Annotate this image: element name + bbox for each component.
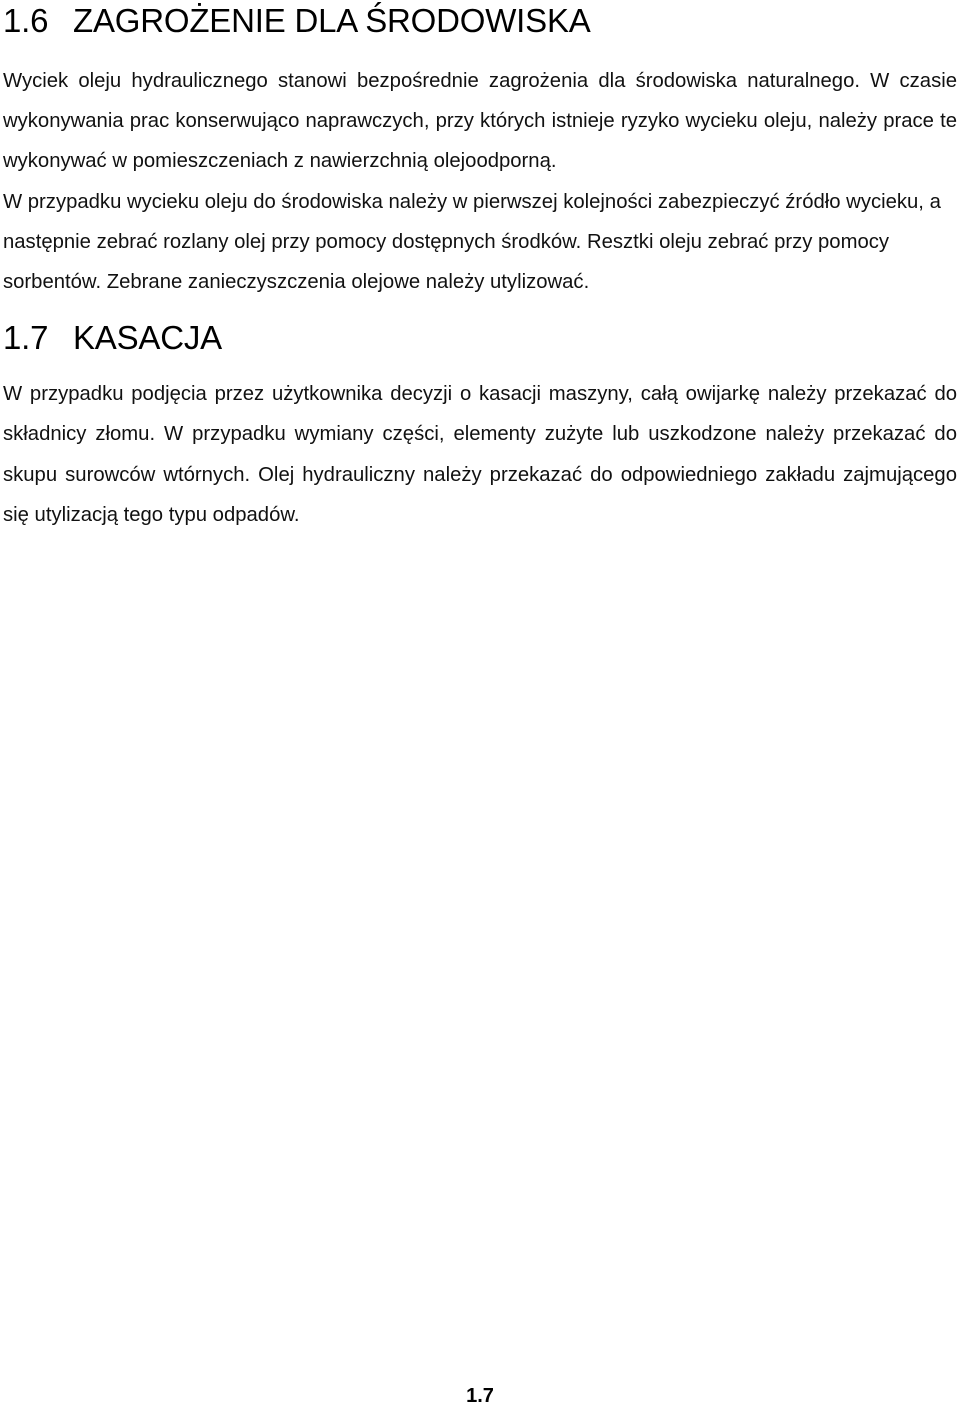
page-number: 1.7 [466,1385,494,1407]
section-title: ZAGROŻENIE DLA ŚRODOWISKA [73,2,591,39]
section-heading [3,318,957,358]
document-page [3,0,957,535]
section-disposal [3,318,957,535]
section-title: KASACJA [73,319,222,357]
paragraph: W przypadku wycieku oleju do środowiska należy w pierwszej kolejności zabezpieczyć źródło wycieku, a następnie zebrać rozlany olej przy pomocy dostępnych środków. Resztki oleju zebrać przy pomocy sorbentów. Zebrane zanieczyszczenia olejowe należy utylizować. [3,190,941,294]
section-number: 1.6 [3,2,49,39]
section-environmental-hazard [3,0,957,302]
section-heading [3,0,957,41]
section-number: 1.7 [3,319,49,357]
paragraph: Wyciek oleju hydraulicznego stanowi bezpośrednie zagrożenia dla środowiska naturalnego. W czasie wykonywania prac konserwująco naprawczych, przy których istnieje ryzyko wycieku oleju, należy prace te wykonywać w pomieszczeniach z nawierzchnią olejoodporną. [3,70,957,173]
paragraph: W przypadku podjęcia przez użytkownika decyzji o kasacji maszyny, całą owijarkę należy przekazać do składnicy złomu. W przypadku wymiany części, elementy zużyte lub uszkodzone należy przekazać do skupu surowców wtórnych. Olej hydrauliczny należy przekazać do odpowiedniego zakładu zajmującego się utylizacją tego typu odpadów. [3,383,957,526]
